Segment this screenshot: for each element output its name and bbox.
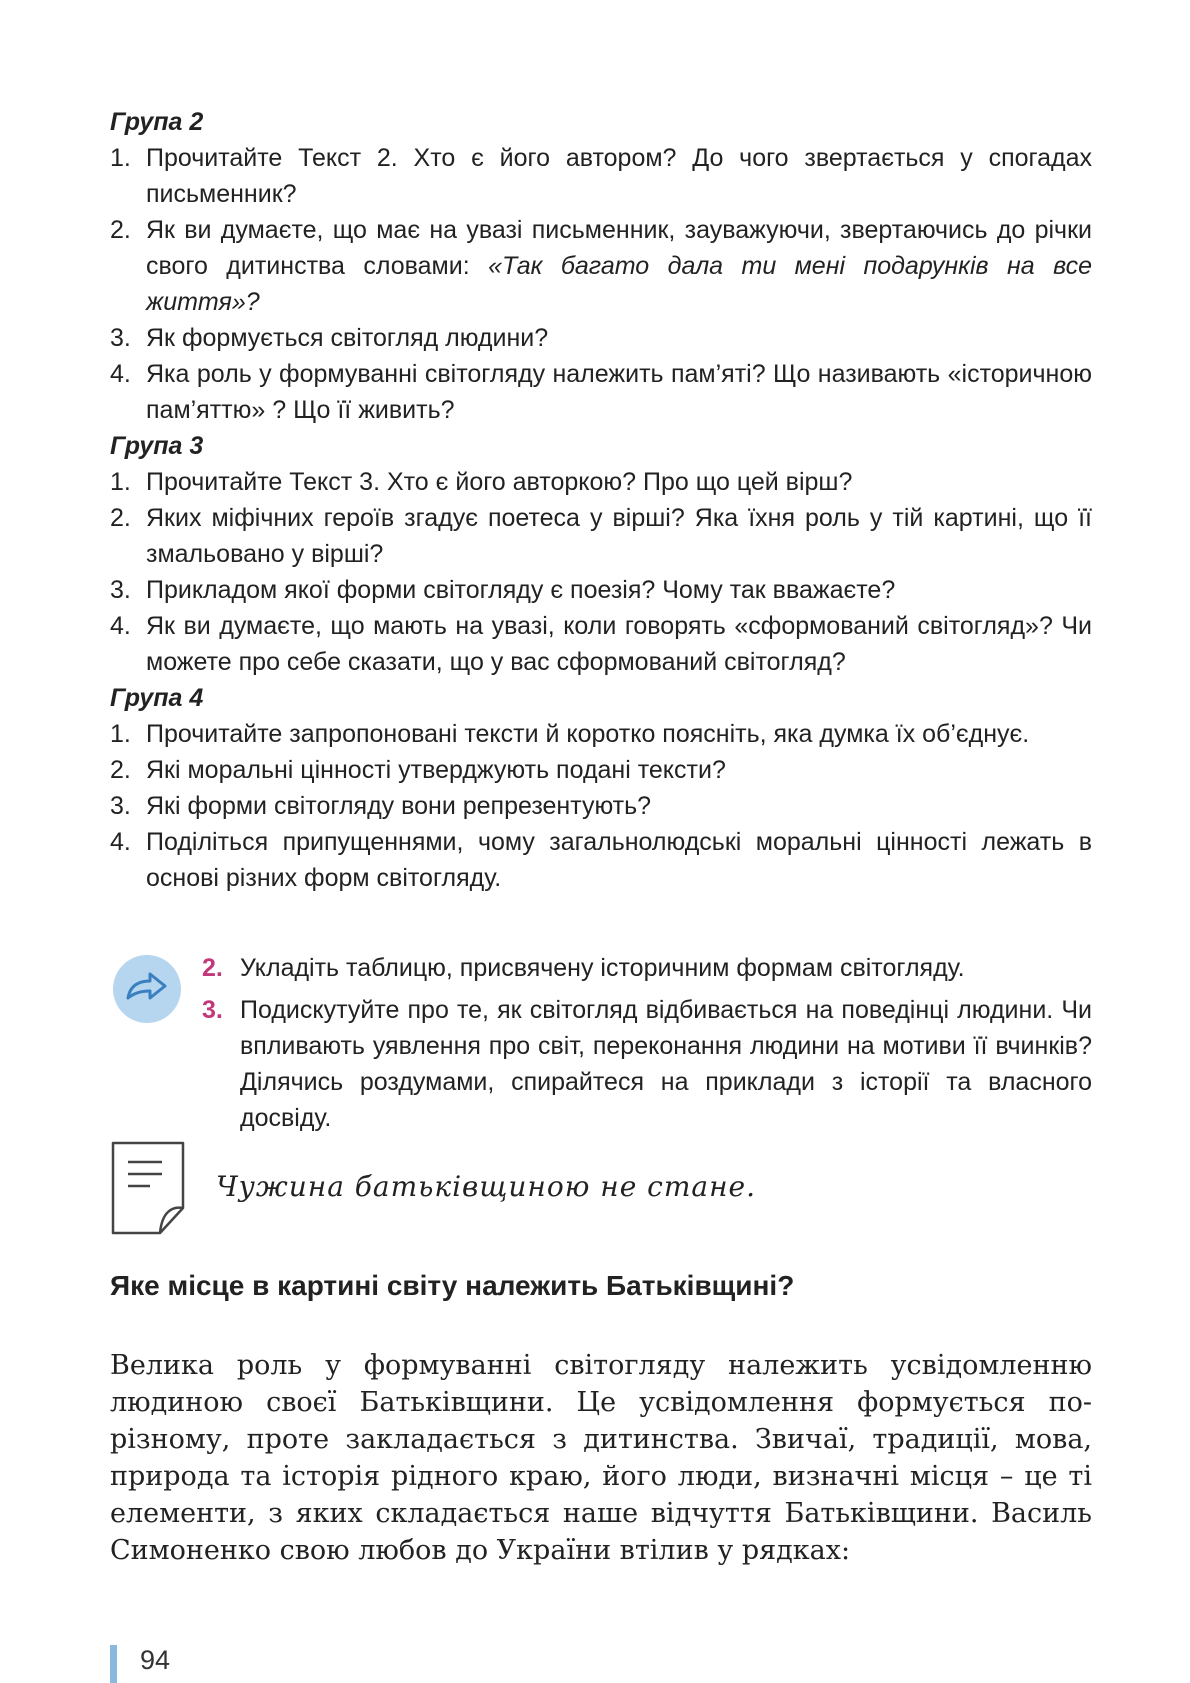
list-item <box>110 140 1092 212</box>
item-number: 3. <box>110 576 131 604</box>
list-item <box>110 320 1092 356</box>
group-2 <box>110 104 1092 428</box>
item-quote: «Так багато дала ти мені подарунків на все життя»? <box>146 252 1092 316</box>
list-item <box>110 788 1092 824</box>
list-item <box>110 500 1092 572</box>
item-text: Як ви думаєте, що має на увазі письменник, зауважуючи, звертаючись до річки свого дитинства словами: <box>146 216 1092 280</box>
item-text: Які моральні цінності утверджують подані тексти? <box>146 756 726 784</box>
item-number: 2. <box>110 216 131 244</box>
group-questions <box>110 104 1092 896</box>
list-item <box>110 464 1092 500</box>
page-marker-bar <box>110 1645 117 1683</box>
share-arrow-icon <box>112 954 182 1024</box>
question-list <box>110 140 1092 428</box>
item-text: Прочитайте запропоновані тексти й коротко поясніть, яка думка їх об’єднує. <box>146 720 1030 748</box>
item-number: 1. <box>110 468 131 496</box>
item-number: 2. <box>110 756 131 784</box>
group-4 <box>110 680 1092 896</box>
item-number: 2. <box>110 504 131 532</box>
list-item <box>110 716 1092 752</box>
item-text: Яких міфічних героїв згадує поетеса у вірші? Яка їхня роль у тій картині, що її змальовано у вірші? <box>146 504 1092 568</box>
document-note-icon <box>110 1140 186 1236</box>
item-text: Які форми світогляду вони репрезентують? <box>146 792 652 820</box>
item-number: 3. <box>110 792 131 820</box>
task-text: Подискутуйте про те, як світогляд відбивається на поведінці людини. Чи впливають уявлення про світ, переконання людини на мотиви її вчинків? Ділячись роздумами, спирайтеся на приклади з історії та власного досвіду. <box>240 996 1092 1132</box>
section-heading: Яке місце в картині світу належить Батьківщині? <box>110 1270 795 1301</box>
group-title: Група 4 <box>110 684 204 712</box>
item-text: Поділіться припущеннями, чому загальнолюдські моральні цінності лежать в основі різних форм світогляду. <box>146 828 1092 892</box>
item-number: 1. <box>110 720 131 748</box>
question-list <box>110 716 1092 896</box>
item-text: Прикладом якої форми світогляду є поезія? Чому так вважаєте? <box>146 576 896 604</box>
list-item <box>110 356 1092 428</box>
list-item <box>110 212 1092 320</box>
item-number: 4. <box>110 828 131 856</box>
task-list <box>202 950 1092 1142</box>
item-text: Як ви думаєте, що мають на увазі, коли говорять «сформований світогляд»? Чи можете про себе сказати, що у вас сформований світогляд? <box>146 612 1092 676</box>
proverb-block <box>110 1140 1092 1240</box>
group-title: Група 3 <box>110 432 204 460</box>
item-number: 4. <box>110 612 131 640</box>
group-3 <box>110 428 1092 680</box>
list-item <box>110 824 1092 896</box>
task-text: Укладіть таблицю, присвячену історичним формам світогляду. <box>240 954 965 982</box>
body-paragraph: Велика роль у формуванні світогляду належить усвідомленню людиною своєї Батьківщини. Це усвідомлення формується по-різному, проте закладається з дитинства. Звичаї, традиції, мова, природа та історія рідного краю, його люди, визначні місця – це ті елементи, з яких складається наше відчуття Батьківщини. Василь Симоненко свою любов до України втілив у рядках: <box>110 1350 1092 1566</box>
list-item <box>110 608 1092 680</box>
task-item <box>202 950 1092 986</box>
list-item <box>110 572 1092 608</box>
item-text: Прочитайте Текст 2. Хто є його автором? До чого звертається у спогадах письменник? <box>146 144 1092 208</box>
proverb-text: Чужина батьківщиною не стане. <box>216 1170 756 1203</box>
item-number: 4. <box>110 360 131 388</box>
question-list <box>110 464 1092 680</box>
list-item <box>110 752 1092 788</box>
group-title: Група 2 <box>110 108 204 136</box>
task-number: 2. <box>202 954 223 982</box>
task-item <box>202 992 1092 1136</box>
item-number: 1. <box>110 144 131 172</box>
page-number: 94 <box>140 1645 171 1675</box>
task-number: 3. <box>202 996 223 1024</box>
item-text: Прочитайте Текст 3. Хто є його авторкою? Про що цей вірш? <box>146 468 853 496</box>
item-text: Як формується світогляд людини? <box>146 324 549 352</box>
item-number: 3. <box>110 324 131 352</box>
item-text: Яка роль у формуванні світогляду належить пам’яті? Що називають «історичною пам’яттю» ? Що її живить? <box>146 360 1092 424</box>
